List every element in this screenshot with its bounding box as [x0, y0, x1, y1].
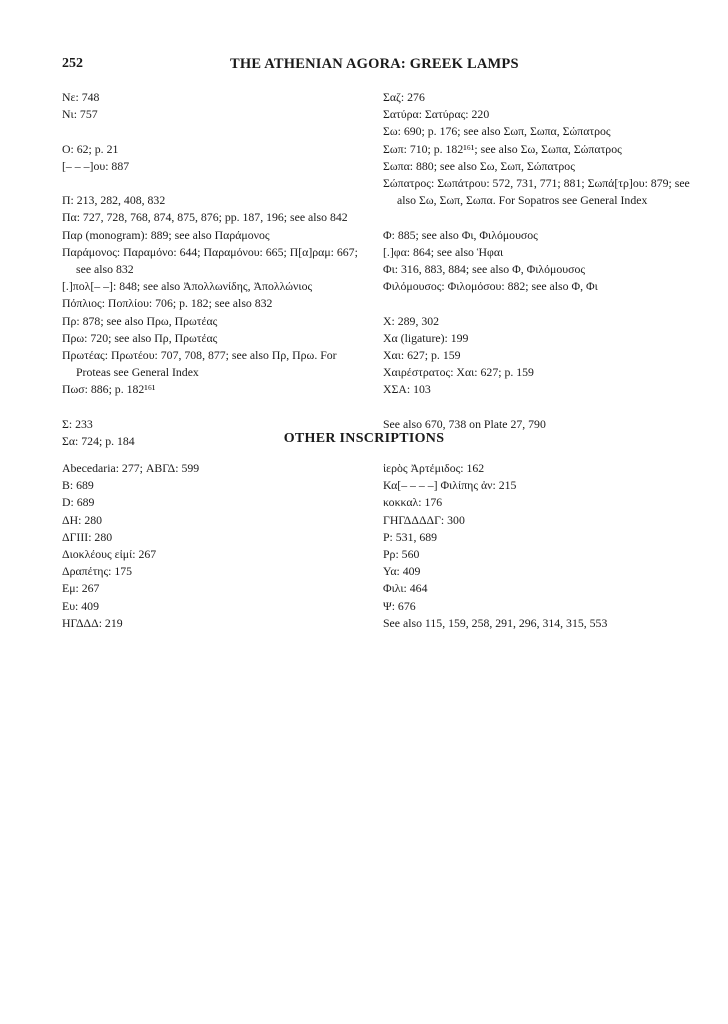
index-entry: Σωπ: 710; p. 182¹⁶¹; see also Σω, Σωπα, Σώπατρος — [383, 141, 622, 156]
index-entry: Χ: 289, 302 — [383, 313, 440, 328]
index-entry: Πρ: 878; see also Πρω, Πρωτέας — [62, 313, 218, 328]
index-entry: [– – –]ου: 887 — [62, 158, 130, 173]
index-entry: Σωπα: 880; see also Σω, Σωπ, Σώπατρος — [383, 158, 575, 173]
index-entry: Δραπέτης: 175 — [62, 564, 133, 579]
index-entry: Π: 213, 282, 408, 832 — [62, 193, 166, 208]
section-title: OTHER INSCRIPTIONS — [283, 431, 445, 446]
running-head: THE ATHENIAN AGORA: GREEK LAMPS — [230, 56, 519, 72]
page-number: 252 — [62, 56, 83, 71]
index-entry: Σαζ: 276 — [383, 90, 425, 104]
index-entry: Διοκλέους εἰμί: 267 — [62, 547, 157, 562]
index-group — [62, 89, 367, 123]
other-inscriptions-column-left — [62, 460, 367, 632]
index-entry: ΔΓΙΙΙ: 280 — [62, 529, 113, 544]
index-entry: ἱερὸς Ἀρτέμιδος: 162 — [383, 461, 485, 475]
index-entry: Παράμονος: Παραμόνο: 644; Παραμόνου: 665; Π[α]ραμ: 667; see also 832 — [62, 244, 358, 276]
index-entry: Εμ: 267 — [62, 581, 100, 596]
index-entry: Σατύρα: Σατύρας: 220 — [383, 107, 490, 122]
index-group — [62, 141, 367, 175]
index-entry: Ρρ: 560 — [383, 547, 420, 562]
index-entry: Ψ: 676 — [383, 598, 416, 613]
index-column-right — [383, 89, 693, 433]
index-entry: Κα[– – – –] Φιλίπης ἀν: 215 — [383, 478, 517, 493]
index-entry: Πρωτέας: Πρωτέου: 707, 708, 877; see also Πρ, Πρω. For Proteas see General Index — [62, 348, 337, 380]
index-entry: Φ: 885; see also Φι, Φιλόμουσος — [383, 227, 538, 242]
index-entry: Πόπλιος: Ποπλίου: 706; p. 182; see also 832 — [62, 296, 273, 311]
index-entry: Υα: 409 — [383, 564, 421, 579]
index-entry: D: 689 — [62, 495, 95, 510]
index-entry: See also 670, 738 on Plate 27, 790 — [383, 416, 546, 431]
index-entry: κοκκαλ: 176 — [383, 495, 443, 510]
index-entry: ΓΗΓΔΔΔΔΓ: 300 — [383, 512, 465, 527]
index-entry: Πρω: 720; see also Πρ, Πρωτέας — [62, 330, 218, 345]
index-group — [383, 313, 693, 399]
index-entry: See also 115, 159, 258, 291, 296, 314, 315, 553 — [383, 615, 608, 630]
index-entry: [.]φα: 864; see also Ἡφαι — [383, 244, 504, 259]
index-entry: Νε: 748 — [62, 90, 100, 104]
index-entry: Χα (ligature): 199 — [383, 330, 469, 345]
other-inscriptions-column-right — [383, 460, 693, 632]
page-header — [62, 56, 672, 76]
index-entry: Σώπατρος: Σωπάτρου: 572, 731, 771; 881; Σωπά[τρ]ου: 879; see also Σω, Σωπ, Σωπα. For Sopatros see General Index — [383, 176, 690, 208]
index-entry: Σω: 690; p. 176; see also Σωπ, Σωπα, Σώπατρος — [383, 124, 611, 139]
index-entry: Χαι: 627; p. 159 — [383, 348, 461, 363]
index-entry: ΗΓΔΔΔ: 219 — [62, 615, 123, 630]
index-group — [383, 227, 693, 296]
index-entry: Πωσ: 886; p. 182¹⁶¹ — [62, 382, 156, 397]
index-group — [62, 192, 367, 398]
index-entry: Ο: 62; p. 21 — [62, 141, 119, 156]
index-group — [383, 89, 693, 209]
index-entry: Φι: 316, 883, 884; see also Φ, Φιλόμουσος — [383, 262, 586, 277]
index-entry: Νι: 757 — [62, 107, 98, 122]
index-entry: [.]πολ[– –]: 848; see also Ἀπολλωνίδης, Ἀπολλώνιος — [62, 279, 313, 294]
index-column-left — [62, 89, 367, 450]
index-entry: Φιλι: 464 — [383, 581, 428, 596]
index-entry: Πα: 727, 728, 768, 874, 875, 876; pp. 187, 196; see also 842 — [62, 210, 348, 225]
index-entry: Σ: 233 — [62, 416, 93, 431]
index-entry: ΧΣΑ: 103 — [383, 382, 431, 397]
index-entry: Χαιρέστρατος: Χαι: 627; p. 159 — [383, 365, 534, 380]
index-entry: Ευ: 409 — [62, 598, 99, 613]
index-entry: Abecedaria: 277; ΑΒΓΔ: 599 — [62, 461, 200, 475]
index-entry: Σα: 724; p. 184 — [62, 434, 135, 449]
index-entry: ΔΗ: 280 — [62, 512, 103, 527]
index-entry: Β: 689 — [62, 478, 94, 493]
index-entry: Ρ: 531, 689 — [383, 529, 438, 544]
index-entry: Παρ (monogram): 889; see also Παράμονος — [62, 227, 270, 242]
index-entry: Φιλόμουσος: Φιλομόσου: 882; see also Φ, Φι — [383, 279, 598, 294]
